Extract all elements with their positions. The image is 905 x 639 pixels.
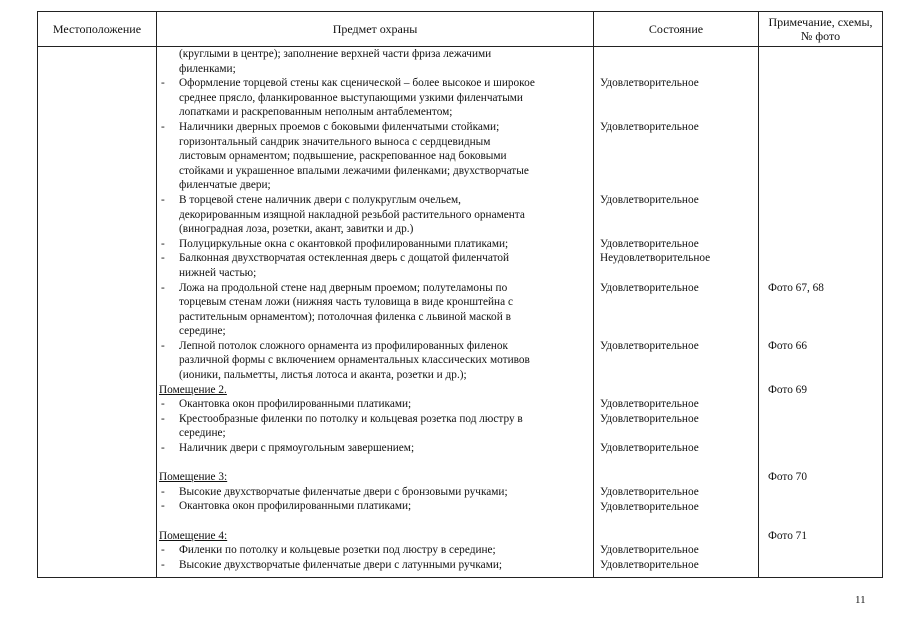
state-value: Удовлетворительное — [600, 398, 699, 411]
row-spacer — [159, 456, 589, 471]
subject-line: - Филенки по потолку и кольцевые розетки под люстру в середине; — [179, 544, 496, 557]
subject-line: декорированным изящной накладной резьбой растительного орнамента — [179, 208, 525, 221]
subject-line: - Балконная двухстворчатая остекленная дверь с дощатой филенчатой — [179, 252, 510, 265]
state-value: Удовлетворительное — [600, 281, 699, 294]
subject-item — [159, 485, 589, 500]
state-value: Удовлетворительное — [600, 412, 699, 425]
subject-line: лопатками и раскрепованным неполным антаблементом; — [179, 106, 453, 119]
photo-note — [768, 397, 882, 412]
photo-note — [768, 485, 882, 500]
state-value: Удовлетворительное — [600, 500, 699, 513]
subject-item — [159, 558, 589, 573]
subject-line: - Наличник двери с прямоугольным завершением; — [179, 442, 415, 455]
subject-line: - Полуциркульные окна с окантовкой профилированными платиками; — [179, 237, 509, 250]
subject-line: различной формы с включением орнаментальных классических мотивов — [179, 354, 530, 367]
subject-line: нижней частью; — [179, 266, 257, 279]
subject-item — [159, 281, 589, 339]
subject-item — [159, 339, 589, 383]
photo-note: Фото 70 — [768, 471, 807, 484]
state-value: Неудовлетворительное — [600, 252, 711, 265]
header-location: Местоположение — [38, 12, 157, 47]
photo-note: Фото 71 — [768, 529, 807, 542]
subject-line: (ионики, пальметты, листья лотоса и аканта, розетки и др.); — [179, 369, 467, 382]
subject-line: (круглыми в центре); заполнение верхней части фриза лежачими — [179, 48, 492, 60]
state-value: Удовлетворительное — [600, 120, 699, 133]
subject-line: - Ложа на продольной стене над дверным проемом; полутеламоны по — [179, 281, 508, 294]
photo-note — [768, 237, 882, 252]
subject-line: - Лепной потолок сложного орнамента из профилированных филенок — [179, 339, 509, 352]
location-cell — [38, 47, 157, 578]
header-state: Состояние — [594, 12, 759, 47]
subject-item — [159, 499, 589, 514]
state-value: Удовлетворительное — [600, 339, 699, 352]
subject-line: - В торцевой стене наличник двери с полукруглым очельем, — [179, 193, 461, 206]
subject-item — [159, 397, 589, 412]
photo-note — [768, 47, 882, 76]
subject-line: - Окантовка окон профилированными платиками; — [179, 398, 412, 411]
note-cell — [759, 47, 883, 578]
subject-item — [159, 412, 589, 441]
page-number: 11 — [855, 594, 866, 606]
subject-line: (виноградная лоза, розетки, акант, завитки и др.) — [179, 223, 414, 236]
subject-line: торцевым стенам ложи (нижняя часть туловища в виде кронштейна с — [179, 296, 513, 309]
photo-note — [768, 76, 882, 120]
photo-note — [768, 500, 882, 515]
photo-note — [768, 543, 882, 558]
subject-line: - Высокие двухстворчатые филенчатые двери с бронзовыми ручками; — [179, 485, 508, 498]
table-body-row — [38, 47, 883, 578]
subject-item — [159, 76, 589, 120]
subject-line: - Оформление торцевой стены как сценической – более высокое и широкое — [179, 77, 535, 90]
row-spacer — [768, 456, 882, 471]
subject-item — [159, 237, 589, 252]
row-spacer — [600, 456, 758, 471]
state-value — [600, 383, 758, 398]
photo-note — [768, 193, 882, 237]
subject-line: - Окантовка окон профилированными платиками; — [179, 500, 412, 513]
row-spacer — [159, 514, 589, 529]
state-value: Удовлетворительное — [600, 237, 699, 250]
subject-line: растительным орнаментом); потолочная филенка с львиной маской в — [179, 310, 511, 323]
state-value: Удовлетворительное — [600, 193, 699, 206]
subject-item — [159, 251, 589, 280]
subject-line: - Крестообразные филенки по потолку и кольцевая розетка под люстру в — [179, 412, 523, 425]
header-subject: Предмет охраны — [157, 12, 594, 47]
header-note: Примечание, схемы, № фото — [759, 12, 883, 47]
subject-item — [159, 120, 589, 193]
photo-note: Фото 67, 68 — [768, 281, 824, 294]
table-header-row — [38, 12, 883, 47]
room-heading — [159, 529, 589, 544]
subject-line: горизонтальный сандрик значительного выноса с сердцевидным — [179, 135, 491, 148]
subject-line: филенками; — [179, 62, 236, 75]
photo-note: Фото 69 — [768, 383, 807, 396]
subject-item — [159, 193, 589, 237]
subject-item — [159, 441, 589, 456]
subject-line: стойками и украшенное впалыми лежачими филенками; двухстворчатые — [179, 164, 529, 177]
subject-line: листовым орнаментом; подвышение, раскрепованное над боковыми — [179, 150, 507, 163]
state-value — [600, 47, 758, 76]
subject-item — [159, 47, 589, 76]
row-spacer — [600, 514, 758, 529]
protection-subject-table — [37, 11, 883, 578]
state-value: Удовлетворительное — [600, 77, 699, 90]
room-heading — [159, 470, 589, 485]
room-heading — [159, 383, 589, 398]
state-value: Удовлетворительное — [600, 558, 699, 571]
subject-line: середине; — [179, 427, 226, 440]
state-cell — [594, 47, 759, 578]
subject-line: Помещение 3: — [159, 471, 228, 484]
subject-line: филенчатые двери; — [179, 179, 271, 192]
photo-note: Фото 66 — [768, 339, 807, 352]
photo-note — [768, 120, 882, 193]
state-value: Удовлетворительное — [600, 485, 699, 498]
subject-item — [159, 543, 589, 558]
subject-line: Помещение 2. — [159, 383, 227, 396]
subject-cell — [157, 47, 594, 578]
subject-line: - Наличники дверных проемов с боковыми филенчатыми стойками; — [179, 120, 500, 133]
photo-note — [768, 251, 882, 280]
subject-line: среднее прясло, фланкированное выступающими узкими филенчатыми — [179, 91, 523, 104]
state-value — [600, 529, 758, 544]
subject-line: Помещение 4: — [159, 529, 228, 542]
photo-note — [768, 441, 882, 456]
subject-line: - Высокие двухстворчатые филенчатые двери с латунными ручками; — [179, 558, 503, 571]
state-value: Удовлетворительное — [600, 442, 699, 455]
state-value — [600, 470, 758, 485]
photo-note — [768, 412, 882, 441]
state-value: Удовлетворительное — [600, 544, 699, 557]
photo-note — [768, 558, 882, 573]
row-spacer — [768, 514, 882, 529]
subject-line: середине; — [179, 325, 226, 338]
